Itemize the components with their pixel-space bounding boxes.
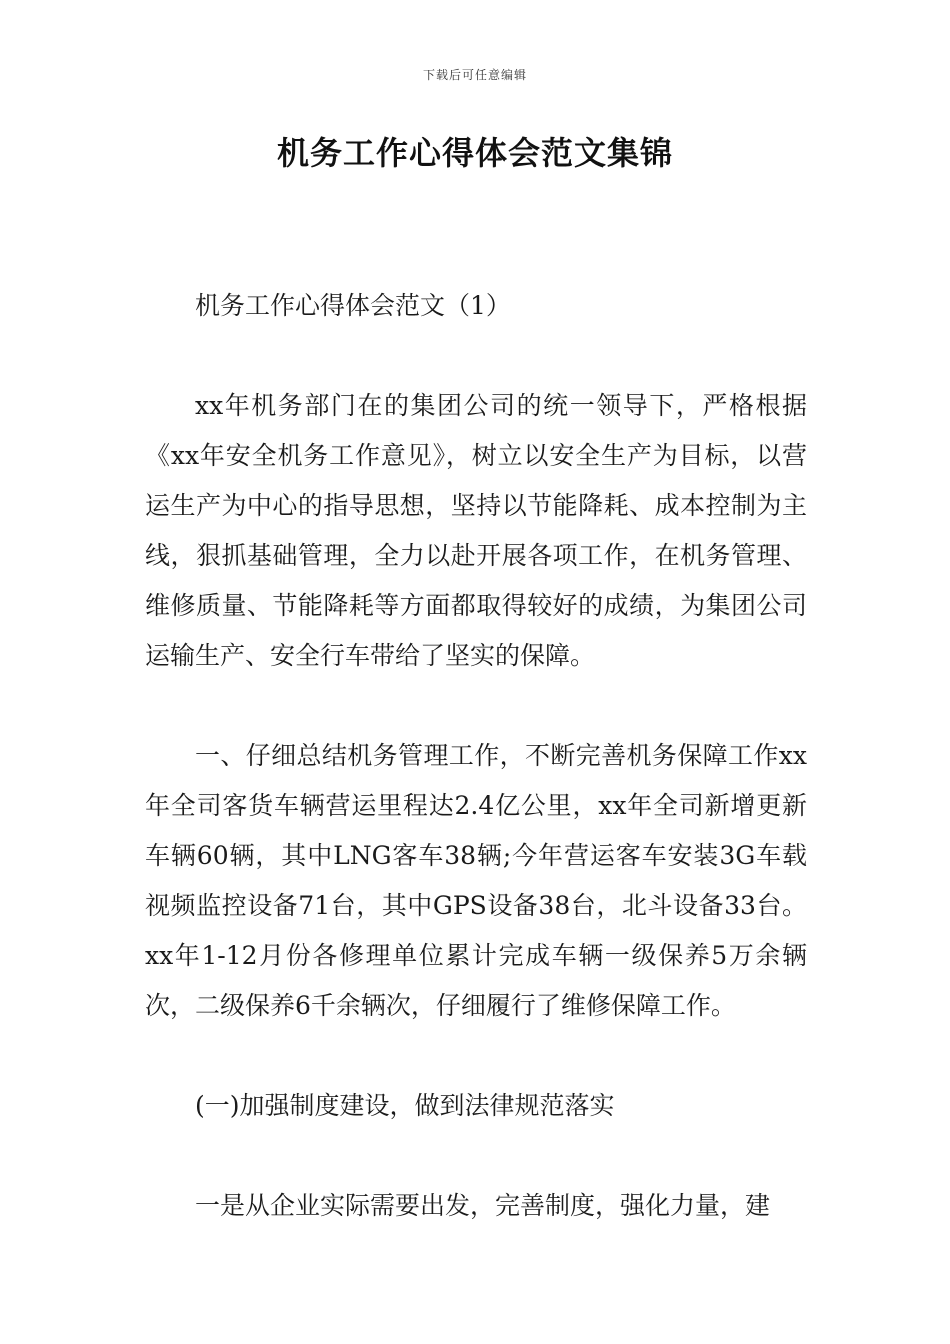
body-paragraph: 一、仔细总结机务管理工作，不断完善机务保障工作xx年全司客货车辆营运里程达2.4亿公里，xx年全司新增更新车辆60辆，其中LNG客车38辆;今年营运客车安装3G车载视频监控设备71台，其中GPS设备38台，北斗设备33台。xx年1-12月份各修理单位累计完成车辆一级保养5万余辆次，二级保养6千余辆次，仔细履行了维修保障工作。 bbox=[145, 741, 807, 1020]
body-paragraph: 一是从企业实际需要出发，完善制度，强化力量，建 bbox=[195, 1191, 771, 1220]
paragraph-gap bbox=[145, 1131, 807, 1181]
paragraph-gap bbox=[145, 331, 807, 381]
section-heading: 机务工作心得体会范文（1） bbox=[195, 291, 511, 320]
document-title: 机务工作心得体会范文集锦 bbox=[276, 134, 673, 172]
header-note: 下载后可任意编辑 bbox=[422, 68, 527, 82]
body-paragraph: xx年机务部门在的集团公司的统一领导下，严格根据《xx年安全机务工作意见》，树立以安全生产为目标，以营运生产为中心的指导思想，坚持以节能降耗、成本控制为主线，狠抓基础管理，全力以赴开展各项工作，在机务管理、维修质量、节能降耗等方面都取得较好的成绩，为集团公司运输生产、安全行车带给了坚实的保障。 bbox=[145, 391, 807, 670]
paragraph-gap bbox=[145, 681, 807, 731]
paragraph-gap bbox=[145, 1031, 807, 1081]
document-body bbox=[145, 281, 807, 1231]
sub-heading: (一)加强制度建设，做到法律规范落实 bbox=[195, 1091, 615, 1120]
